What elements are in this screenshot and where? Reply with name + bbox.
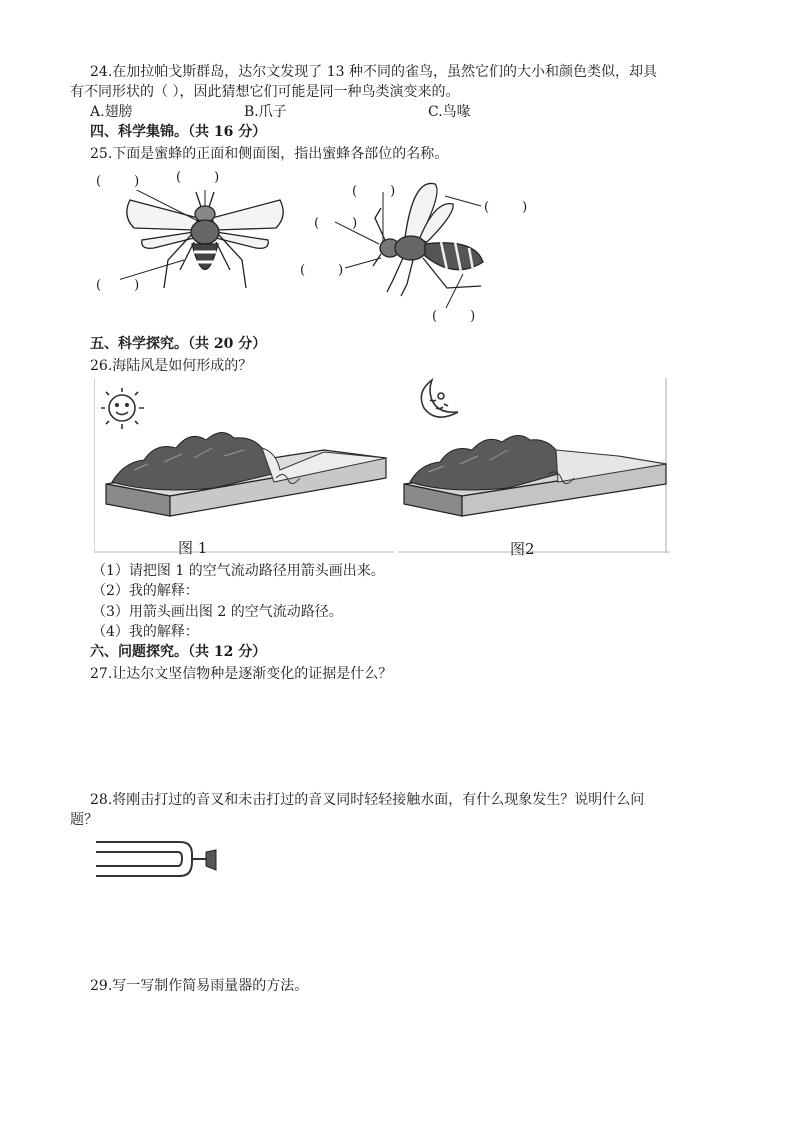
q28-line1: 28.将刚击打过的音叉和未击打过的音叉同时轻轻接触水面，有什么现象发生？说明什么问 — [90, 792, 645, 808]
q25-blank-side-4: ( ) — [484, 200, 528, 215]
q25-text: 25.下面是蜜蜂的正面和侧面图，指出蜜蜂各部位的名称。 — [90, 146, 449, 162]
q24-line2: 有不同形状的（ ），因此猜想它们可能是同一种鸟类演变来的。 — [70, 84, 460, 100]
q26-sub1: （1）请把图 1 的空气流动路径用箭头画出来。 — [92, 563, 385, 579]
q25-blank-front-3: ( ) — [96, 278, 140, 293]
section4-heading: 四、科学集锦。（共 16 分） — [90, 124, 267, 140]
section6-heading: 六、问题探究。（共 12 分） — [90, 644, 267, 660]
q26-sub4: （4）我的解释： — [92, 624, 199, 640]
q25-blank-side-3: ( ) — [300, 263, 344, 278]
q27-text: 27.让达尔文坚信物种是逐渐变化的证据是什么？ — [90, 666, 393, 682]
q26-text: 26.海陆风是如何形成的？ — [90, 358, 253, 374]
q26-sub2: （2）我的解释： — [92, 583, 199, 599]
q29-text: 29.写一写制作简易雨量器的方法。 — [90, 978, 309, 994]
figure-2-caption: 图2 — [510, 540, 535, 558]
q25-blank-front-2: ( ) — [176, 170, 220, 185]
bee-side-illustration — [335, 178, 515, 308]
q25-blank-front-1: ( ) — [96, 174, 140, 189]
q25-blank-side-1: ( ) — [352, 184, 396, 199]
sea-land-breeze-figure-1 — [94, 378, 394, 553]
q24-line1: 24.在加拉帕戈斯群岛，达尔文发现了 13 种不同的雀鸟，虽然它们的大小和颜色类似，却具 — [90, 64, 657, 80]
q28-line2: 题？ — [70, 812, 98, 828]
q24-option-c: C.鸟喙 — [428, 104, 471, 120]
bee-front-illustration — [120, 190, 290, 300]
section5-heading: 五、科学探究。（共 20 分） — [90, 336, 267, 352]
q24-option-a: A.翅膀 — [90, 104, 133, 120]
q25-blank-side-5: ( ) — [432, 309, 476, 324]
q25-blank-side-2: ( ) — [314, 216, 358, 231]
tuning-fork-illustration — [92, 836, 226, 882]
q24-option-b: B.爪子 — [244, 104, 287, 120]
q26-sub3: （3）用箭头画出图 2 的空气流动路径。 — [92, 604, 343, 620]
figure-1-caption: 图 1 — [178, 539, 208, 557]
sea-land-breeze-figure-2 — [398, 378, 670, 553]
